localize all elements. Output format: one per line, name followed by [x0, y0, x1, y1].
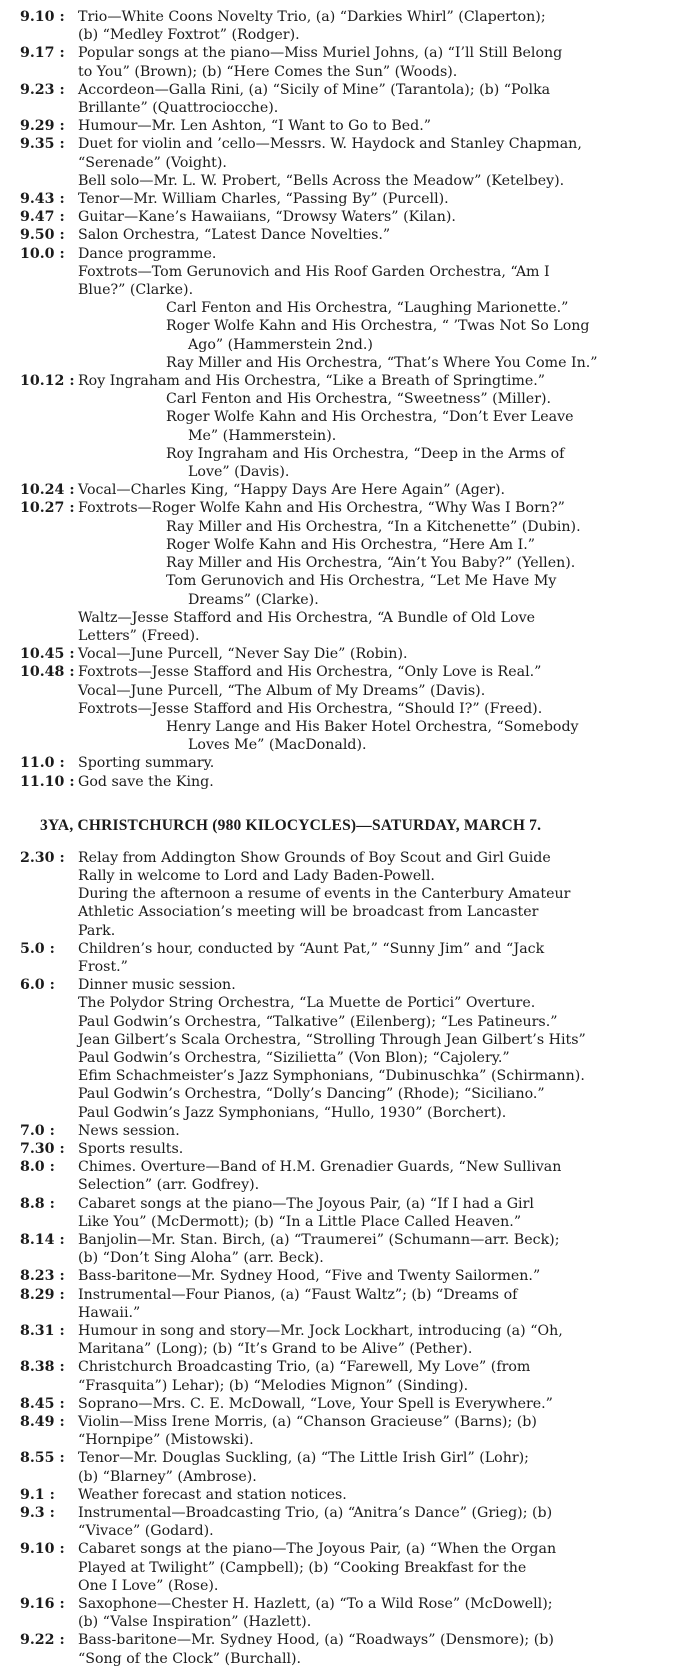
- programme-entry: [20, 645, 690, 663]
- entry-text: Salon Orchestra, “Latest Dance Novelties.”: [78, 227, 391, 244]
- entry-text: Christchurch Broadcasting Trio, (a) “Farewell, My Love” (from: [78, 1359, 531, 1376]
- entry-body: [78, 44, 690, 80]
- entry-text: Cabaret songs at the piano—The Joyous Pair, (a) “When the Organ: [78, 1541, 557, 1558]
- entry-text: “Vivace” (Godard).: [78, 1523, 214, 1540]
- dance-intro-cont: Blue?” (Clarke).: [78, 282, 194, 299]
- entry-text: to You” (Brown); (b) “Here Comes the Sun” (Woods).: [78, 63, 458, 80]
- entry-time: 9.1 :: [20, 1486, 55, 1503]
- entry-time: 9.29 :: [20, 118, 65, 135]
- orchestra-item: Dreams” (Clarke).: [188, 591, 319, 608]
- entry-text: Bell solo—Mr. L. W. Probert, “Bells Across the Meadow” (Ketelbey).: [78, 172, 565, 189]
- entry-body: [78, 1158, 690, 1194]
- entry-text: Humour in song and story—Mr. Jock Lockhart, introducing (a) “Oh,: [78, 1323, 563, 1340]
- programme-entry: [20, 226, 690, 244]
- entry-time: 10.48 :: [20, 664, 75, 681]
- entry-time: 10.27 :: [20, 500, 75, 517]
- programme-entry: [20, 1267, 690, 1285]
- orchestra-item: Ray Miller and His Orchestra, “In a Kitchenette” (Dubin).: [166, 518, 581, 535]
- entry-text: Sporting summary.: [78, 755, 215, 772]
- dinner-item: Jean Gilbert’s Scala Orchestra, “Strolling Through Jean Gilbert’s Hits”: [78, 1031, 586, 1048]
- entry-text: Trio—White Coons Novelty Trio, (a) “Darkies Whirl” (Claperton);: [78, 9, 546, 25]
- entry-time: 9.50 :: [20, 227, 65, 244]
- programme-entry: [20, 8, 690, 44]
- entry-body: [78, 208, 690, 226]
- programme-entry: [20, 1195, 690, 1231]
- entry-text: Humour—Mr. Len Ashton, “I Want to Go to Bed.”: [78, 118, 431, 135]
- entry-text: Maritana” (Long); (b) “It’s Grand to be Alive” (Pether).: [78, 1341, 473, 1358]
- entry-text: Banjolin—Mr. Stan. Birch, (a) “Traumerei” (Schumann—arr. Beck);: [78, 1232, 560, 1248]
- dinner-item: Paul Godwin’s Orchestra, “Talkative” (Eilenberg); “Les Patineurs.”: [78, 1013, 558, 1030]
- entry-text: (b) “Don’t Sing Aloha” (arr. Beck).: [78, 1250, 324, 1267]
- programme-entry: [20, 1449, 690, 1485]
- entry-text: Brillante” (Quattrociocche).: [78, 100, 279, 117]
- orchestra-item: Roger Wolfe Kahn and His Orchestra, “ ’Twas Not So Long: [166, 318, 590, 335]
- programme-entry: [20, 1140, 690, 1158]
- entry-text: Bass-baritone—Mr. Sydney Hood, “Five and Twenty Sailormen.”: [78, 1268, 541, 1285]
- programme-entry: [20, 135, 690, 171]
- entry-body: [78, 1595, 690, 1631]
- dinner-item: The Polydor String Orchestra, “La Muette de Portici” Overture.: [78, 995, 536, 1012]
- programme-entry: [20, 976, 690, 994]
- programme-entry: [20, 1504, 690, 1540]
- entry-body: [78, 1413, 690, 1449]
- programme-entry: [20, 499, 690, 645]
- entry-time: 11.10 :: [20, 773, 75, 790]
- dinner-music-list: [20, 994, 690, 1121]
- entry-body: [78, 1122, 690, 1140]
- entry-time: 9.47 :: [20, 209, 65, 226]
- entry-body: [78, 1322, 690, 1358]
- entry-text: (b) “Medley Foxtrot” (Rodger).: [78, 27, 300, 44]
- programme-entry: [20, 1540, 690, 1595]
- entry-time: 10.12 :: [20, 373, 75, 390]
- entry-body: [78, 885, 690, 940]
- orchestra-item: Ray Miller and His Orchestra, “That’s Where You Come In.”: [166, 354, 598, 371]
- programme-entry: [20, 663, 690, 754]
- entry-body: [78, 226, 690, 244]
- entry-text: Athletic Association’s meeting will be broadcast from Lancaster: [78, 904, 539, 921]
- waltz-line-cont: Letters” (Freed).: [78, 627, 200, 644]
- dinner-item: Paul Godwin’s Jazz Symphonians, “Hullo, 1930” (Borchert).: [78, 1104, 507, 1121]
- orchestra-item: Ray Miller and His Orchestra, “Ain’t You Baby?” (Yellen).: [166, 555, 576, 572]
- orchestra-item: Love” (Davis).: [188, 464, 290, 481]
- entry-body: [78, 976, 690, 994]
- entry-text: Foxtrots—Jesse Stafford and His Orchestra, “Only Love is Real.”: [78, 664, 542, 681]
- entry-time: 8.23 :: [20, 1268, 65, 1285]
- entry-text: Bass-baritone—Mr. Sydney Hood, (a) “Roadways” (Densmore); (b): [78, 1632, 554, 1649]
- entry-body: [78, 1267, 690, 1285]
- entry-body: [78, 1358, 690, 1394]
- entry-text: Children’s hour, conducted by “Aunt Pat,” “Sunny Jim” and “Jack: [78, 940, 545, 957]
- entry-text: News session.: [78, 1122, 180, 1139]
- entry-text: Roy Ingraham and His Orchestra, “Like a Breath of Springtime.”: [78, 373, 545, 390]
- entry-time: 5.0 :: [20, 940, 55, 957]
- entry-time: 8.0 :: [20, 1159, 55, 1176]
- orchestra-item: Roy Ingraham and His Orchestra, “Deep in the Arms of: [166, 445, 565, 462]
- orchestra-item: Loves Me” (MacDonald).: [188, 737, 367, 754]
- entry-text: Instrumental—Four Pianos, (a) “Faust Waltz”; (b) “Dreams of: [78, 1286, 518, 1303]
- programme-entry: [20, 372, 690, 481]
- entry-text: Violin—Miss Irene Morris, (a) “Chanson Gracieuse” (Barns); (b): [78, 1414, 537, 1431]
- entry-time: 11.0 :: [20, 755, 65, 772]
- entry-body: [78, 172, 690, 190]
- waltz-line: Waltz—Jesse Stafford and His Orchestra, “A Bundle of Old Love: [78, 609, 535, 626]
- entry-body: [78, 135, 690, 171]
- entry-text: Cabaret songs at the piano—The Joyous Pair, (a) “If I had a Girl: [78, 1195, 534, 1212]
- programme-entry: [20, 1231, 690, 1267]
- dinner-item: Paul Godwin’s Orchestra, “Sizilietta” (Von Blon); “Cajolery.”: [78, 1049, 510, 1066]
- dance-intro: Foxtrots—Tom Gerunovich and His Roof Garden Orchestra, “Am I: [78, 263, 550, 280]
- entry-text: Rally in welcome to Lord and Lady Baden-Powell.: [78, 867, 435, 884]
- orchestra-item: Carl Fenton and His Orchestra, “Laughing Marionette.”: [166, 300, 569, 317]
- programme-entry: [20, 754, 690, 772]
- entry-text: Played at Twilight” (Campbell); (b) “Cooking Breakfast for the: [78, 1559, 527, 1576]
- entry-text: “Hornpipe” (Mistowski).: [78, 1432, 254, 1449]
- entry-text: During the afternoon a resume of events in the Canterbury Amateur: [78, 886, 571, 903]
- programme-entry: [20, 773, 690, 791]
- entry-body: [78, 1286, 690, 1322]
- programme-entry: [20, 44, 690, 80]
- entry-body: [78, 940, 690, 976]
- entry-text: Saxophone—Chester H. Hazlett, (a) “To a Wild Rose” (McDowell);: [78, 1596, 553, 1613]
- programme-entry: [20, 1286, 690, 1322]
- programme-entry: [20, 81, 690, 117]
- entry-body: [78, 117, 690, 135]
- entry-text: Like You” (McDermott); (b) “In a Little Place Called Heaven.”: [78, 1213, 522, 1230]
- entry-time: 7.30 :: [20, 1140, 65, 1157]
- programme-entry: [20, 172, 690, 190]
- entry-body: [78, 81, 690, 117]
- programme-entry: [20, 1358, 690, 1394]
- entry-text: Selection” (arr. Godfrey).: [78, 1177, 260, 1194]
- entry-text: Instrumental—Broadcasting Trio, (a) “Anitra’s Dance” (Grieg); (b): [78, 1505, 553, 1522]
- entry-body: [78, 1504, 690, 1540]
- orchestra-item: Tom Gerunovich and His Orchestra, “Let Me Have My: [166, 573, 557, 590]
- entry-time: 6.0 :: [20, 977, 55, 994]
- entry-text: Sports results.: [78, 1140, 184, 1157]
- entry-text: Weather forecast and station notices.: [78, 1486, 347, 1503]
- entry-text: “Serenade” (Voight).: [78, 154, 227, 171]
- entry-body: [78, 1449, 690, 1485]
- programme-entry: [20, 849, 690, 885]
- entry-text: Vocal—June Purcell, “Never Say Die” (Robin).: [78, 646, 408, 663]
- entry-text: Popular songs at the piano—Miss Muriel Johns, (a) “I’ll Still Belong: [78, 45, 563, 62]
- orchestra-item: Me” (Hammerstein).: [188, 427, 337, 444]
- entry-time: 9.3 :: [20, 1505, 55, 1522]
- entry-text: Guitar—Kane’s Hawaiians, “Drowsy Waters” (Kilan).: [78, 209, 456, 226]
- entry-time: 9.22 :: [20, 1632, 65, 1649]
- dinner-item: Paul Godwin’s Orchestra, “Dolly’s Dancing” (Rhode); “Siciliano.”: [78, 1086, 545, 1103]
- orchestra-item: Ago” (Hammerstein 2nd.): [188, 336, 373, 353]
- entry-time: 8.38 :: [20, 1359, 65, 1376]
- entry-time: 10.24 :: [20, 482, 75, 499]
- programme-entry: [20, 208, 690, 226]
- programme-entry: [20, 190, 690, 208]
- programme-entry: [20, 245, 690, 263]
- programme-entry: [20, 940, 690, 976]
- entry-body: [78, 245, 690, 263]
- programme-entry: [20, 117, 690, 135]
- entry-body: [78, 8, 690, 44]
- entry-body: [78, 190, 690, 208]
- programme-block-afternoon: [20, 849, 690, 995]
- dance-intro-row: [20, 263, 690, 372]
- orchestra-item: Roger Wolfe Kahn and His Orchestra, “Here Am I.”: [166, 536, 535, 553]
- entry-time: 9.23 :: [20, 81, 65, 98]
- entry-body: [78, 1140, 690, 1158]
- orchestra-item: Carl Fenton and His Orchestra, “Sweetness” (Miller).: [166, 391, 552, 408]
- entry-text: Frost.”: [78, 958, 128, 975]
- programme-entry: [20, 1631, 690, 1667]
- entry-body: [78, 1195, 690, 1231]
- entry-text: Dinner music session.: [78, 977, 236, 994]
- programme-entry: [20, 1395, 690, 1413]
- orchestra-item: Roger Wolfe Kahn and His Orchestra, “Don’t Ever Leave: [166, 409, 574, 426]
- entry-text: Dance programme.: [78, 245, 217, 262]
- entry-text: Duet for violin and ’cello—Messrs. W. Haydock and Stanley Chapman,: [78, 136, 582, 153]
- programme-entry: [20, 1158, 690, 1194]
- entry-time: 8.45 :: [20, 1395, 65, 1412]
- entry-time: 8.31 :: [20, 1323, 65, 1340]
- dinner-item: Efim Schachmeister’s Jazz Symphonians, “Dubinuschka” (Schirmann).: [78, 1068, 585, 1085]
- programme-block-night: [20, 1122, 690, 1668]
- entry-text: Hawaii.”: [78, 1304, 141, 1321]
- entry-text: Chimes. Overture—Band of H.M. Grenadier Guards, “New Sullivan: [78, 1159, 562, 1176]
- foxtrot-line: Foxtrots—Jesse Stafford and His Orchestra, “Should I?” (Freed).: [78, 700, 543, 717]
- programme-entry: [20, 1122, 690, 1140]
- entry-body: [78, 1231, 690, 1267]
- entry-time: 8.8 :: [20, 1195, 55, 1212]
- entry-time: 8.49 :: [20, 1414, 65, 1431]
- entry-time: 9.17 :: [20, 45, 65, 62]
- entry-body: [78, 1395, 690, 1413]
- entry-body: [78, 1540, 690, 1595]
- entry-time: 7.0 :: [20, 1122, 55, 1139]
- entry-time: 8.55 :: [20, 1450, 65, 1467]
- vocal-line: Vocal—June Purcell, “The Album of My Dreams” (Davis).: [78, 682, 486, 699]
- entry-text: “Song of the Clock” (Burchall).: [78, 1650, 302, 1667]
- entry-time: 9.35 :: [20, 136, 65, 153]
- entry-time: 9.10 :: [20, 1541, 65, 1558]
- entry-text: One I Love” (Rose).: [78, 1577, 219, 1594]
- entry-time: 2.30 :: [20, 849, 65, 866]
- entry-text: Vocal—Charles King, “Happy Days Are Here Again” (Ager).: [78, 482, 506, 499]
- entry-text: “Frasquita”) Lehar); (b) “Melodies Mignon” (Sinding).: [78, 1377, 469, 1394]
- entry-time: 9.16 :: [20, 1596, 65, 1613]
- entry-time: 9.43 :: [20, 191, 65, 208]
- programme-entry: [20, 1595, 690, 1631]
- entry-text: Accordeon—Galla Rini, (a) “Sicily of Mine” (Tarantola); (b) “Polka: [78, 81, 551, 98]
- entry-body: [78, 849, 690, 885]
- programme-entry: [20, 481, 690, 499]
- entry-text: (b) “Valse Inspiration” (Hazlett).: [78, 1614, 312, 1631]
- entry-text: Soprano—Mrs. C. E. McDowall, “Love, Your Spell is Everywhere.”: [78, 1395, 553, 1412]
- programme-entry: [20, 1413, 690, 1449]
- programme-entry: [20, 1486, 690, 1504]
- entry-text: God save the King.: [78, 773, 214, 790]
- entry-text: Foxtrots—Roger Wolfe Kahn and His Orchestra, “Why Was I Born?”: [78, 500, 565, 517]
- entry-time: 8.14 :: [20, 1232, 65, 1248]
- entry-time: 10.45 :: [20, 646, 75, 663]
- entry-body: [78, 1631, 690, 1667]
- entry-text: Park.: [78, 922, 116, 939]
- entry-text: Relay from Addington Show Grounds of Boy Scout and Girl Guide: [78, 849, 551, 866]
- entry-time: 10.0 :: [20, 245, 65, 262]
- entry-text: (b) “Blarney” (Ambrose).: [78, 1468, 257, 1485]
- entry-text: Tenor—Mr. William Charles, “Passing By” (Purcell).: [78, 191, 449, 208]
- entry-body: [78, 1486, 690, 1504]
- entry-time: 9.10 :: [20, 9, 65, 25]
- orchestra-item: Henry Lange and His Baker Hotel Orchestra, “Somebody: [166, 718, 579, 735]
- entry-time: 8.29 :: [20, 1286, 65, 1303]
- dance-programme: [20, 263, 690, 372]
- programme-entry: [20, 1322, 690, 1358]
- station-heading: 3YA, CHRISTCHURCH (980 KILOCYCLES)—SATURDAY, MARCH 7.: [40, 816, 542, 834]
- programme-block-evening: [20, 8, 690, 263]
- programme-entry: [20, 885, 690, 940]
- entry-text: Tenor—Mr. Douglas Suckling, (a) “The Little Irish Girl” (Lohr);: [78, 1450, 529, 1467]
